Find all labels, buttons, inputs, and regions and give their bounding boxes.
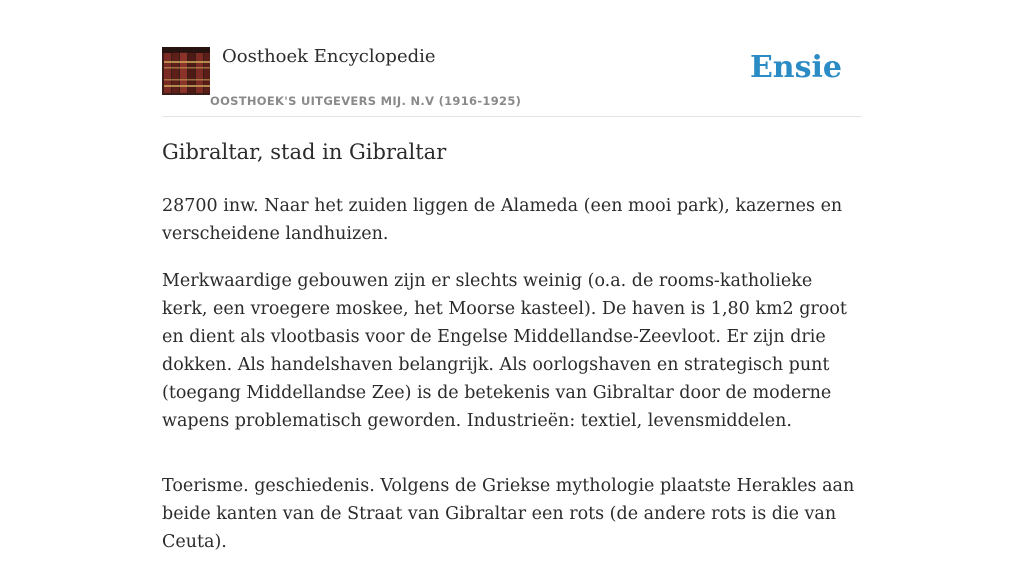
article-paragraph: Toerisme. geschiedenis. Volgens de Griekse mythologie plaatste Herakles aan beide kanten van de Straat van Gibraltar een rots (de andere rots is die van Ceuta).: [162, 476, 855, 552]
source-name[interactable]: Oosthoek Encyclopedie: [222, 46, 436, 67]
page-container: [162, 0, 862, 552]
encyclopedia-books-icon[interactable]: [162, 47, 210, 95]
article-title: Gibraltar, stad in Gibraltar: [162, 140, 447, 164]
article-paragraph: 28700 inw. Naar het zuiden liggen de Alameda (een mooi park), kazernes en verscheidene landhuizen.: [162, 196, 843, 244]
header: [162, 0, 862, 117]
source-publisher: OOSTHOEK'S UITGEVERS MIJ. N.V (1916-1925): [210, 94, 522, 108]
article-paragraph: Merkwaardige gebouwen zijn er slechts weinig (o.a. de rooms-katholieke kerk, een vroegere moskee, het Moorse kasteel). De haven is 1,80 km2 groot en dient als vlootbasis voor de Engelse Middellandse-Zeevloot. Er zijn drie dokken. Als handelshaven belangrijk. Als oorlogshaven en strategisch punt (toegang Middellandse Zee) is de betekenis van Gibraltar door de moderne wapens problematisch geworden. Industrieën: textiel, levensmiddelen.: [162, 271, 847, 431]
article-body: [162, 192, 862, 575]
ensie-logo[interactable]: Ensie: [749, 50, 842, 85]
